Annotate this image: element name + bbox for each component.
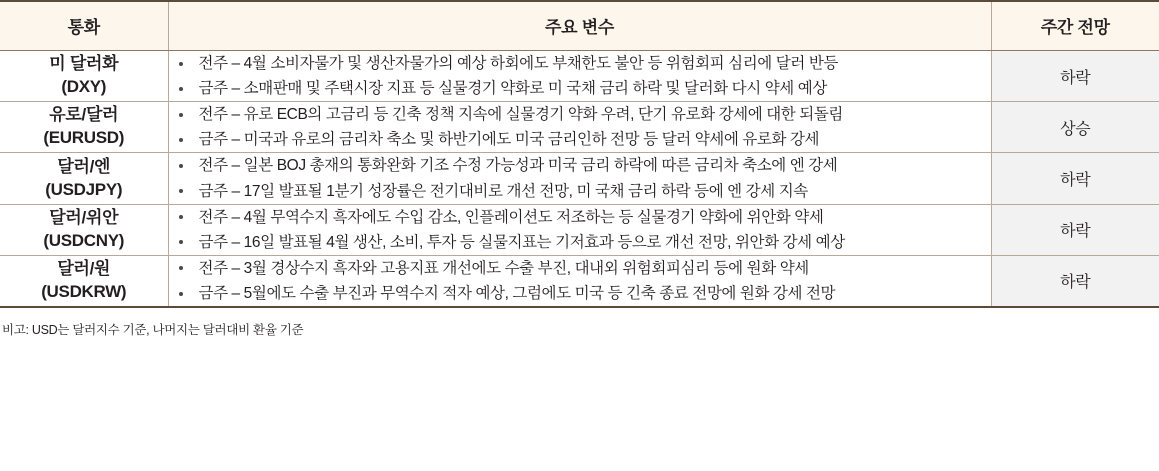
currency-name: 달러/원 (57, 259, 111, 279)
currency-name: 미 달러화 (49, 54, 119, 74)
list-item (169, 51, 991, 76)
variables-list (169, 205, 991, 255)
list-item-text: 금주 – 16일 발표될 4월 생산, 소비, 투자 등 실물지표는 기저효과 등으로 개선 전망, 위안화 강세 예상 (198, 233, 845, 251)
bullet-dot-icon (179, 62, 183, 66)
table-row (0, 204, 1159, 255)
bullet-dot-icon (179, 138, 183, 142)
table-row (0, 51, 1159, 102)
variables-cell (168, 204, 991, 255)
list-item (169, 179, 991, 204)
table-header-row (0, 1, 1159, 51)
currency-name: 달러/엔 (57, 156, 111, 176)
currency-code: (USDJPY) (45, 179, 123, 199)
list-item-text: 전주 – 3월 경상수지 흑자와 고용지표 개선에도 수출 부진, 대내외 위험회피심리 등에 원화 약세 (198, 259, 809, 277)
table-header (0, 1, 1159, 51)
variables-cell (168, 255, 991, 307)
list-item (169, 230, 991, 255)
currency-name: 유로/달러 (49, 105, 119, 125)
variables-list (169, 102, 991, 152)
list-item-text: 금주 – 17일 발표될 1분기 성장률은 전기대비로 개선 전망, 미 국채 금리 하락 등에 엔 강세 지속 (198, 182, 808, 200)
bullet-dot-icon (179, 215, 183, 219)
list-item-text: 금주 – 미국과 유로의 금리차 축소 및 하반기에도 미국 금리인하 전망 등 달러 약세에 유로화 강세 (198, 131, 820, 149)
footnote: 비고: USD는 달러지수 기준, 나머지는 달러대비 환율 기준 (2, 323, 304, 338)
variables-list (169, 256, 991, 306)
outlook-cell: 하락 (991, 51, 1159, 102)
table-row (0, 102, 1159, 153)
outlook-cell: 상승 (991, 102, 1159, 153)
table-row (0, 255, 1159, 307)
variables-cell (168, 153, 991, 204)
bullet-dot-icon (179, 164, 183, 168)
list-item (169, 76, 991, 101)
list-item-text: 금주 – 5월에도 수출 부진과 무역수지 적자 예상, 그럼에도 미국 등 긴축 종료 전망에 원화 강세 전망 (198, 284, 836, 302)
bullet-dot-icon (179, 266, 183, 270)
bullet-dot-icon (179, 189, 183, 193)
outlook-cell: 하락 (991, 204, 1159, 255)
variables-cell (168, 51, 991, 102)
bullet-dot-icon (179, 240, 183, 244)
list-item (169, 127, 991, 152)
currency-code: (USDCNY) (43, 230, 125, 250)
variables-list (169, 153, 991, 203)
list-item-text: 전주 – 4월 소비자물가 및 생산자물가의 예상 하회에도 부채한도 불안 등 위험회피 심리에 달러 반등 (198, 55, 838, 72)
bullet-dot-icon (179, 292, 183, 296)
list-item-text: 전주 – 4월 무역수지 흑자에도 수입 감소, 인플레이션도 저조하는 등 실물경기 약화에 위안화 약세 (198, 208, 824, 226)
outlook-cell: 하락 (991, 255, 1159, 307)
column-header-currency: 통화 (0, 1, 168, 51)
variables-list (169, 51, 991, 101)
currency-cell (0, 204, 168, 255)
bullet-dot-icon (179, 87, 183, 91)
bullet-dot-icon (179, 113, 183, 117)
list-item-text: 전주 – 유로 ECB의 고금리 등 긴축 정책 지속에 실물경기 약화 우려, 단기 유로화 강세에 대한 되돌림 (198, 106, 844, 124)
list-item (169, 153, 991, 178)
table-row (0, 153, 1159, 204)
currency-code: (DXY) (61, 77, 107, 97)
list-item (169, 102, 991, 127)
currency-cell (0, 153, 168, 204)
list-item-text: 금주 – 소매판매 및 주택시장 지표 등 실물경기 약화로 미 국채 금리 하락 및 달러화 다시 약세 예상 (198, 80, 827, 98)
list-item (169, 281, 991, 306)
list-item (169, 205, 991, 230)
currency-code: (USDKRW) (41, 281, 127, 301)
column-header-variables: 주요 변수 (168, 1, 991, 51)
currency-cell (0, 51, 168, 102)
table-body (0, 51, 1159, 308)
list-item-text: 전주 – 일본 BOJ 총재의 통화완화 기조 수정 가능성과 미국 금리 하락에 따른 금리차 축소에 엔 강세 (198, 157, 838, 175)
currency-cell (0, 255, 168, 307)
column-header-outlook: 주간 전망 (991, 1, 1159, 51)
variables-cell (168, 102, 991, 153)
currency-name: 달러/위안 (49, 207, 119, 227)
list-item (169, 256, 991, 281)
outlook-cell: 하락 (991, 153, 1159, 204)
currency-cell (0, 102, 168, 153)
currency-code: (EURUSD) (43, 128, 125, 148)
